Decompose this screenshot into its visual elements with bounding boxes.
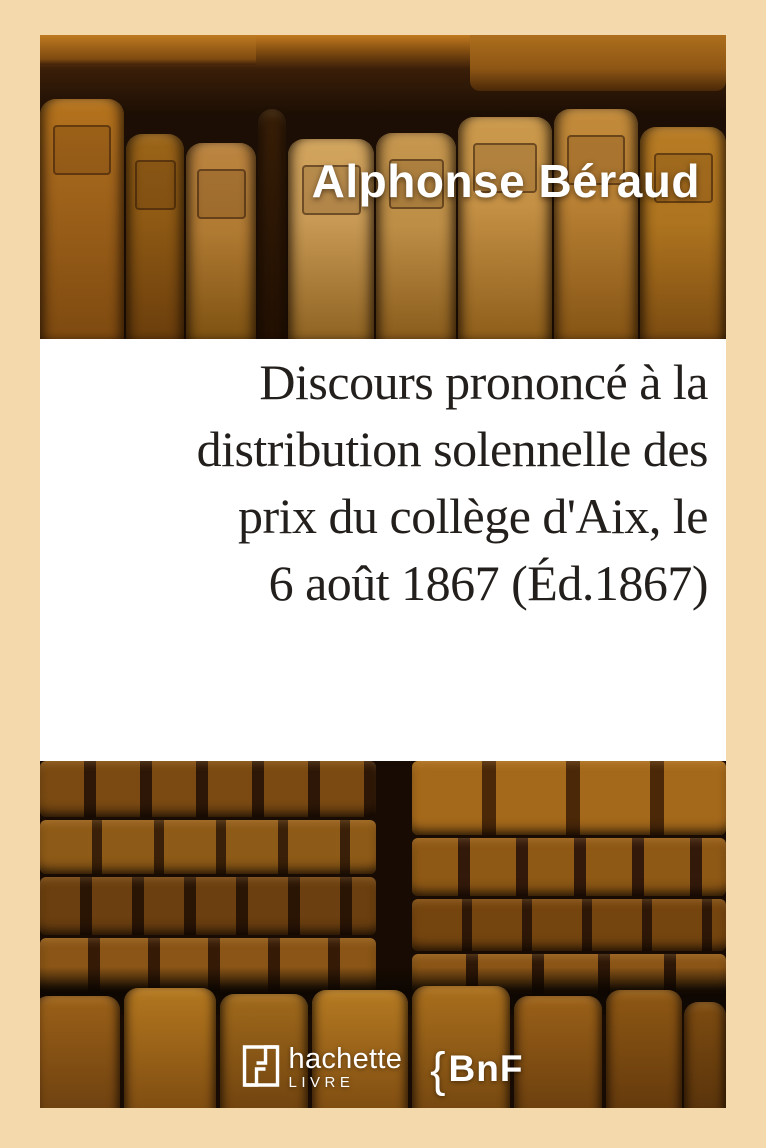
- book-spine-decor: [458, 117, 552, 339]
- author-name: Alphonse Béraud: [311, 155, 700, 207]
- book-spine-decor: [554, 109, 638, 339]
- book-title: [40, 339, 726, 617]
- title-line-4: 6 août 1867 (Éd.1867): [268, 555, 708, 611]
- book-spine-decor: [514, 996, 602, 1108]
- top-books-photo: [40, 35, 726, 339]
- shelf-decor-left: [40, 35, 256, 65]
- hachette-livre-label: LIVRE: [288, 1074, 355, 1091]
- book-layer-decor: [412, 838, 726, 896]
- book-pile-right: [412, 761, 726, 994]
- book-spine-decor: [40, 996, 120, 1108]
- book-spine-decor: [684, 1002, 726, 1108]
- bnf-brace-icon: {: [430, 1041, 446, 1096]
- book-spine-decor: [126, 134, 184, 339]
- book-gap-decor: [258, 109, 286, 339]
- book-spine-decor: [606, 990, 682, 1108]
- book-layer-decor: [412, 761, 726, 835]
- book-layer-decor: [40, 820, 376, 874]
- book-layer-decor: [40, 877, 376, 935]
- hachette-livre-logo: [243, 1045, 403, 1092]
- book-layer-decor: [40, 761, 376, 817]
- bottom-books-photo: [40, 761, 726, 1108]
- bnf-logo: [430, 1041, 524, 1096]
- title-line-1: Discours prononcé à la: [259, 354, 708, 410]
- hachette-wordmark: hachette: [288, 1043, 403, 1075]
- shelf-decor-right: [470, 35, 726, 91]
- title-line-3: prix du collège d'Aix, le: [238, 488, 708, 544]
- title-line-2: distribution solennelle des: [196, 421, 708, 477]
- publisher-logos: [243, 1041, 524, 1096]
- bnf-wordmark: BnF: [448, 1047, 524, 1089]
- book-spine-decor: [186, 143, 256, 339]
- book-layer-decor: [412, 899, 726, 951]
- book-spine-decor: [124, 988, 216, 1108]
- title-band: [40, 339, 726, 761]
- book-spine-decor: [40, 99, 124, 339]
- hachette-logo-icon: [243, 1045, 280, 1087]
- book-pile-left: [40, 761, 376, 992]
- hachette-wordmark-group: [289, 1045, 403, 1092]
